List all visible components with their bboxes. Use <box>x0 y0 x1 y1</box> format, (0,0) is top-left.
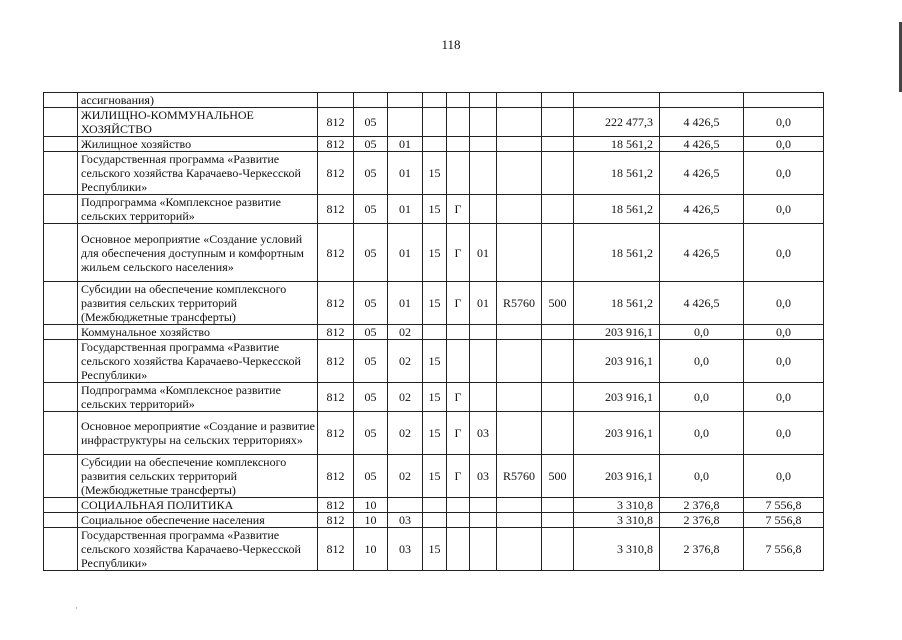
cell-section: 05 <box>354 224 388 282</box>
cell-section: 10 <box>354 513 388 528</box>
cell-index <box>44 108 78 137</box>
cell-direction <box>497 383 542 412</box>
cell-subprogram <box>447 340 470 383</box>
cell-section: 10 <box>354 498 388 513</box>
cell-subsection: 01 <box>388 152 423 195</box>
cell-index <box>44 528 78 571</box>
cell-subsection: 02 <box>388 340 423 383</box>
cell-sum-2: 4 426,5 <box>660 195 744 224</box>
cell-sum-3: 0,0 <box>744 383 824 412</box>
cell-subsection: 03 <box>388 528 423 571</box>
cell-sum-2: 2 376,8 <box>660 528 744 571</box>
cell-program: 15 <box>423 383 447 412</box>
cell-name: Подпрограмма «Комплексное развитие сельских территорий» <box>78 383 318 412</box>
cell-main-activity <box>470 152 497 195</box>
cell-section: 05 <box>354 195 388 224</box>
cell-direction <box>497 325 542 340</box>
cell-subprogram <box>447 93 470 108</box>
cell-sum-3: 7 556,8 <box>744 528 824 571</box>
table-row <box>44 513 824 528</box>
cell-expense-type <box>542 195 574 224</box>
table-row <box>44 383 824 412</box>
cell-name: Субсидии на обеспечение комплексного развития сельских территорий (Межбюджетные трансферты) <box>78 455 318 498</box>
cell-direction <box>497 152 542 195</box>
cell-expense-type <box>542 340 574 383</box>
cell-name: Государственная программа «Развитие сельского хозяйства Карачаево-Черкесской Республики» <box>78 340 318 383</box>
cell-sum-1: 222 477,3 <box>574 108 660 137</box>
cell-subprogram: Г <box>447 383 470 412</box>
cell-sum-3: 0,0 <box>744 108 824 137</box>
cell-direction: R5760 <box>497 282 542 325</box>
cell-program: 15 <box>423 528 447 571</box>
table-row <box>44 93 824 108</box>
cell-subsection: 02 <box>388 455 423 498</box>
cell-main-activity: 01 <box>470 224 497 282</box>
cell-subprogram <box>447 325 470 340</box>
cell-expense-type <box>542 325 574 340</box>
cell-expense-type: 500 <box>542 282 574 325</box>
cell-subsection <box>388 498 423 513</box>
cell-subprogram: Г <box>447 195 470 224</box>
cell-sum-1: 3 310,8 <box>574 513 660 528</box>
cell-subprogram: Г <box>447 455 470 498</box>
cell-direction <box>497 528 542 571</box>
cell-index <box>44 383 78 412</box>
cell-sum-2 <box>660 93 744 108</box>
cell-section: 05 <box>354 137 388 152</box>
cell-index <box>44 93 78 108</box>
cell-sum-2: 4 426,5 <box>660 224 744 282</box>
cell-subsection <box>388 108 423 137</box>
cell-program: 15 <box>423 224 447 282</box>
cell-ved: 812 <box>318 282 354 325</box>
cell-ved: 812 <box>318 224 354 282</box>
cell-expense-type <box>542 412 574 455</box>
cell-ved: 812 <box>318 513 354 528</box>
cell-name: Коммунальное хозяйство <box>78 325 318 340</box>
cell-program <box>423 137 447 152</box>
cell-subsection: 01 <box>388 137 423 152</box>
cell-sum-1: 18 561,2 <box>574 224 660 282</box>
cell-index <box>44 137 78 152</box>
cell-expense-type <box>542 528 574 571</box>
cell-expense-type: 500 <box>542 455 574 498</box>
cell-program: 15 <box>423 340 447 383</box>
cell-main-activity: 03 <box>470 455 497 498</box>
cell-sum-1: 18 561,2 <box>574 282 660 325</box>
cell-program <box>423 498 447 513</box>
table-row <box>44 282 824 325</box>
cell-section: 05 <box>354 282 388 325</box>
cell-program <box>423 93 447 108</box>
cell-sum-1 <box>574 93 660 108</box>
cell-main-activity <box>470 137 497 152</box>
cell-direction <box>497 195 542 224</box>
cell-index <box>44 152 78 195</box>
cell-program: 15 <box>423 455 447 498</box>
cell-program: 15 <box>423 282 447 325</box>
cell-subprogram: Г <box>447 412 470 455</box>
cell-ved: 812 <box>318 108 354 137</box>
cell-name: Основное мероприятие «Создание условий для обеспечения доступным и комфортным жильем сельского населения» <box>78 224 318 282</box>
cell-sum-3: 0,0 <box>744 412 824 455</box>
cell-index <box>44 412 78 455</box>
cell-section: 05 <box>354 383 388 412</box>
cell-sum-2: 4 426,5 <box>660 137 744 152</box>
cell-sum-3: 0,0 <box>744 455 824 498</box>
cell-subsection <box>388 93 423 108</box>
cell-main-activity <box>470 498 497 513</box>
cell-expense-type <box>542 383 574 412</box>
cell-sum-2: 4 426,5 <box>660 108 744 137</box>
cell-sum-3: 0,0 <box>744 282 824 325</box>
cell-ved: 812 <box>318 195 354 224</box>
cell-sum-3: 0,0 <box>744 195 824 224</box>
table-row <box>44 498 824 513</box>
cell-ved: 812 <box>318 412 354 455</box>
cell-direction <box>497 93 542 108</box>
cell-index <box>44 455 78 498</box>
cell-direction <box>497 108 542 137</box>
cell-program <box>423 513 447 528</box>
table-row <box>44 137 824 152</box>
cell-ved: 812 <box>318 152 354 195</box>
cell-main-activity <box>470 108 497 137</box>
cell-program <box>423 108 447 137</box>
cell-sum-3: 7 556,8 <box>744 498 824 513</box>
cell-sum-3: 0,0 <box>744 340 824 383</box>
cell-direction <box>497 137 542 152</box>
cell-sum-2: 2 376,8 <box>660 513 744 528</box>
cell-subprogram: Г <box>447 282 470 325</box>
cell-name: ассигнования) <box>78 93 318 108</box>
cell-main-activity <box>470 195 497 224</box>
cell-sum-1: 18 561,2 <box>574 137 660 152</box>
cell-sum-3: 0,0 <box>744 325 824 340</box>
cell-section: 05 <box>354 108 388 137</box>
cell-subprogram <box>447 152 470 195</box>
cell-sum-3: 0,0 <box>744 152 824 195</box>
cell-program <box>423 325 447 340</box>
cell-subprogram <box>447 513 470 528</box>
cell-sum-1: 18 561,2 <box>574 152 660 195</box>
cell-main-activity <box>470 383 497 412</box>
table-row <box>44 108 824 137</box>
cell-subprogram <box>447 498 470 513</box>
cell-direction <box>497 412 542 455</box>
cell-index <box>44 282 78 325</box>
cell-expense-type <box>542 513 574 528</box>
cell-section: 05 <box>354 455 388 498</box>
cell-expense-type <box>542 137 574 152</box>
cell-sum-1: 203 916,1 <box>574 455 660 498</box>
cell-direction: R5760 <box>497 455 542 498</box>
cell-main-activity <box>470 528 497 571</box>
cell-main-activity <box>470 93 497 108</box>
cell-name: Жилищное хозяйство <box>78 137 318 152</box>
cell-sum-1: 203 916,1 <box>574 340 660 383</box>
cell-program: 15 <box>423 152 447 195</box>
cell-name: Государственная программа «Развитие сельского хозяйства Карачаево-Черкесской Республики» <box>78 152 318 195</box>
cell-sum-2: 0,0 <box>660 383 744 412</box>
cell-direction <box>497 224 542 282</box>
cell-subprogram <box>447 528 470 571</box>
cell-sum-2: 0,0 <box>660 455 744 498</box>
table-row <box>44 152 824 195</box>
cell-name: ЖИЛИЩНО-КОММУНАЛЬНОЕ ХОЗЯЙСТВО <box>78 108 318 137</box>
cell-program: 15 <box>423 195 447 224</box>
cell-sum-1: 203 916,1 <box>574 412 660 455</box>
table-row <box>44 325 824 340</box>
cell-index <box>44 513 78 528</box>
table-row <box>44 528 824 571</box>
cell-sum-3: 7 556,8 <box>744 513 824 528</box>
cell-ved: 812 <box>318 455 354 498</box>
table-row <box>44 455 824 498</box>
cell-name: СОЦИАЛЬНАЯ ПОЛИТИКА <box>78 498 318 513</box>
cell-expense-type <box>542 224 574 282</box>
cell-main-activity: 01 <box>470 282 497 325</box>
cell-subsection: 02 <box>388 412 423 455</box>
page-number: 118 <box>441 37 461 52</box>
cell-ved: 812 <box>318 325 354 340</box>
cell-direction <box>497 340 542 383</box>
cell-name: Социальное обеспечение населения <box>78 513 318 528</box>
cell-index <box>44 340 78 383</box>
cell-subsection: 01 <box>388 282 423 325</box>
cell-section: 05 <box>354 340 388 383</box>
table-row <box>44 195 824 224</box>
cell-ved: 812 <box>318 340 354 383</box>
table-row <box>44 340 824 383</box>
cell-section: 05 <box>354 412 388 455</box>
cell-ved: 812 <box>318 498 354 513</box>
cell-ved: 812 <box>318 383 354 412</box>
cell-sum-3: 0,0 <box>744 224 824 282</box>
cell-program: 15 <box>423 412 447 455</box>
cell-index <box>44 325 78 340</box>
cell-name: Государственная программа «Развитие сельского хозяйства Карачаево-Черкесской Республики» <box>78 528 318 571</box>
cell-subprogram: Г <box>447 224 470 282</box>
cell-sum-2: 2 376,8 <box>660 498 744 513</box>
cell-section: 05 <box>354 325 388 340</box>
cell-main-activity <box>470 513 497 528</box>
cell-ved: 812 <box>318 137 354 152</box>
cell-name: Подпрограмма «Комплексное развитие сельских территорий» <box>78 195 318 224</box>
cell-sum-2: 0,0 <box>660 340 744 383</box>
cell-section <box>354 93 388 108</box>
cell-index <box>44 224 78 282</box>
stray-mark: · <box>75 603 78 613</box>
cell-section: 05 <box>354 152 388 195</box>
cell-sum-1: 3 310,8 <box>574 528 660 571</box>
cell-subsection: 03 <box>388 513 423 528</box>
cell-subprogram <box>447 137 470 152</box>
cell-name: Субсидии на обеспечение комплексного развития сельских территорий (Межбюджетные трансферты) <box>78 282 318 325</box>
cell-name: Основное мероприятие «Создание и развитие инфраструктуры на сельских территориях» <box>78 412 318 455</box>
cell-subsection: 02 <box>388 383 423 412</box>
cell-direction <box>497 513 542 528</box>
cell-expense-type <box>542 93 574 108</box>
cell-sum-2: 4 426,5 <box>660 152 744 195</box>
cell-subsection: 01 <box>388 224 423 282</box>
cell-expense-type <box>542 108 574 137</box>
cell-direction <box>497 498 542 513</box>
cell-index <box>44 195 78 224</box>
cell-sum-2: 4 426,5 <box>660 282 744 325</box>
cell-section: 10 <box>354 528 388 571</box>
cell-main-activity <box>470 340 497 383</box>
cell-ved: 812 <box>318 528 354 571</box>
cell-sum-1: 18 561,2 <box>574 195 660 224</box>
cell-sum-2: 0,0 <box>660 412 744 455</box>
cell-sum-1: 203 916,1 <box>574 325 660 340</box>
cell-expense-type <box>542 498 574 513</box>
table-row <box>44 224 824 282</box>
table-row <box>44 412 824 455</box>
cell-expense-type <box>542 152 574 195</box>
cell-ved <box>318 93 354 108</box>
cell-index <box>44 498 78 513</box>
budget-table <box>43 92 824 571</box>
cell-main-activity <box>470 325 497 340</box>
cell-sum-3 <box>744 93 824 108</box>
cell-subsection: 02 <box>388 325 423 340</box>
cell-main-activity: 03 <box>470 412 497 455</box>
cell-sum-1: 203 916,1 <box>574 383 660 412</box>
cell-sum-2: 0,0 <box>660 325 744 340</box>
cell-subprogram <box>447 108 470 137</box>
cell-sum-3: 0,0 <box>744 137 824 152</box>
table-body <box>44 93 824 571</box>
cell-subsection: 01 <box>388 195 423 224</box>
cell-sum-1: 3 310,8 <box>574 498 660 513</box>
